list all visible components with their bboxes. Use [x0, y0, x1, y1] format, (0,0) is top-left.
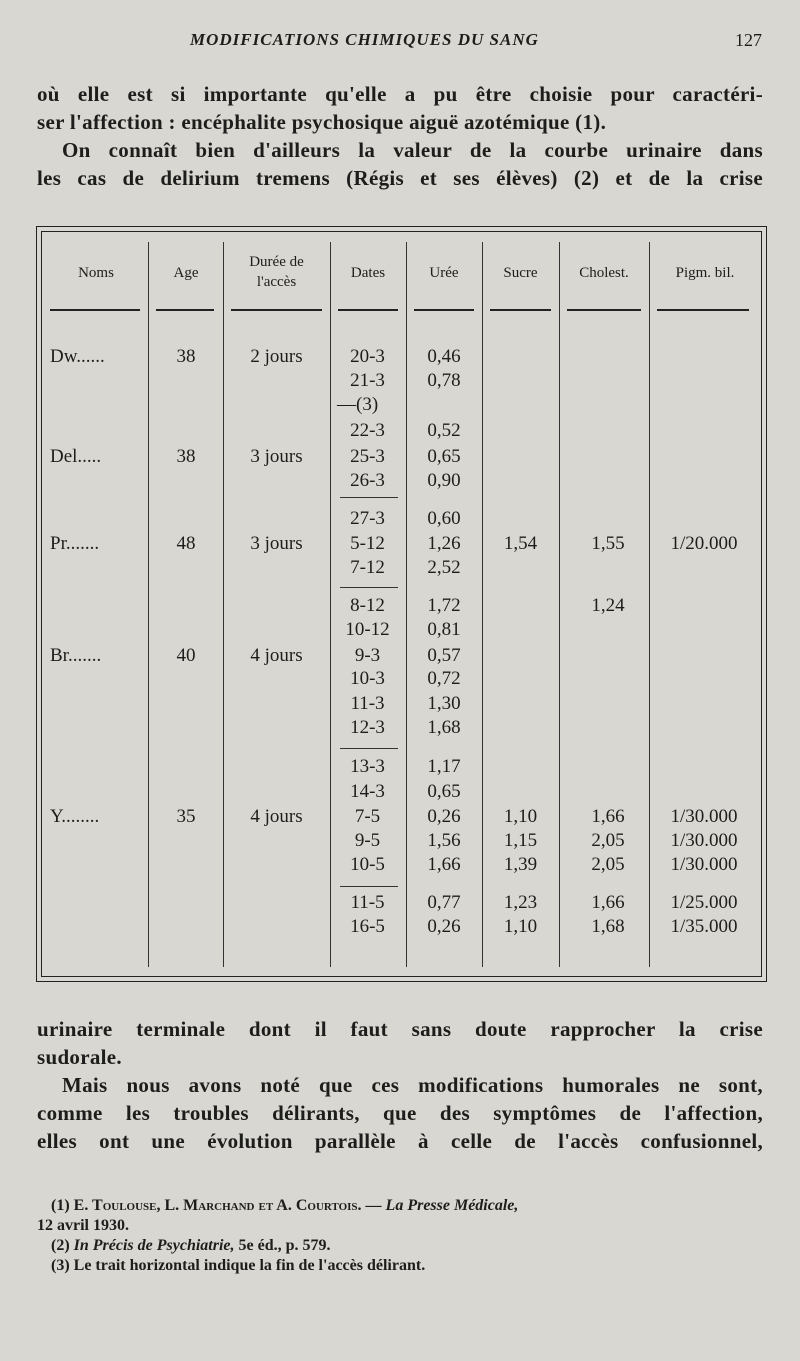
- outro-paragraph: [37, 1015, 763, 1155]
- cell-date: 22-3: [350, 420, 385, 441]
- cell-nom: Pr.......: [50, 533, 100, 554]
- cell-date: 14-3: [350, 781, 385, 802]
- running-title: MODIFICATIONS CHIMIQUES DU SANG: [190, 30, 539, 49]
- footnote-dash: —: [365, 1197, 382, 1214]
- cell-uree: 1,30: [427, 693, 461, 714]
- header-sucre: Sucre: [503, 265, 538, 281]
- text-line: ser l'affection : encéphalite psychosique aiguë azotémique (1).: [37, 110, 607, 134]
- cell-sucre: 1,10: [503, 806, 538, 827]
- cell-date: 12-3: [350, 717, 385, 738]
- cell-nom: Br.......: [50, 645, 102, 666]
- footnote-authors: E. Toulouse, L. Marchand et A. Courtois.: [73, 1197, 362, 1214]
- cell-uree: 2,52: [427, 557, 461, 578]
- cell-pigm: 1/30.000: [670, 806, 738, 827]
- column-divider: [148, 242, 149, 967]
- footnote-journal: La Presse Médicale,: [385, 1197, 519, 1214]
- cell-pigm: 1/30.000: [670, 830, 738, 851]
- text-line: comme les troubles délirants, que des symptômes de l'affection,: [37, 1101, 763, 1125]
- cell-cholest: 1,68: [591, 916, 625, 937]
- cell-sucre: 1,54: [503, 533, 538, 554]
- running-head: [0, 30, 800, 54]
- cell-duree: 4 jours: [250, 645, 303, 666]
- cell-date: 9-3: [354, 645, 381, 666]
- cell-uree: 0,60: [427, 508, 461, 529]
- header-uree: Urée: [429, 265, 459, 281]
- cell-sucre: 1,23: [503, 892, 538, 913]
- end-of-episode-line: [340, 886, 398, 887]
- footnote-number: (3): [51, 1257, 70, 1274]
- cell-cholest: 1,55: [591, 533, 625, 554]
- cell-nom: Y........: [50, 806, 100, 827]
- header-rule: [657, 309, 749, 311]
- header-duree-line1: Durée de: [249, 254, 304, 270]
- footnote-2: [37, 1236, 767, 1256]
- cell-uree: 0,26: [427, 916, 461, 937]
- cell-pigm: 1/20.000: [670, 533, 738, 554]
- cell-date: 7-12: [350, 557, 385, 578]
- cell-uree: 1,17: [427, 756, 461, 777]
- cell-pigm: 1/35.000: [670, 916, 738, 937]
- cell-cholest: 2,05: [591, 854, 625, 875]
- cell-date: 16-5: [350, 916, 385, 937]
- header-noms: Noms: [78, 265, 114, 281]
- cell-cholest: 1,66: [591, 806, 625, 827]
- text-line: où elle est si importante qu'elle a pu être choisie pour caractéri-: [37, 82, 763, 106]
- cell-nom: Del.....: [50, 446, 102, 467]
- cell-uree: 0,72: [427, 668, 461, 689]
- cell-date: 5-12: [350, 533, 385, 554]
- header-rule: [156, 309, 214, 311]
- footnote-1: [37, 1196, 767, 1216]
- cell-pigm: 1/30.000: [670, 854, 738, 875]
- cell-sucre: 1,10: [503, 916, 538, 937]
- cell-date: 9-5: [354, 830, 381, 851]
- footnote-3: [37, 1256, 767, 1276]
- header-rule: [231, 309, 322, 311]
- header-rule: [414, 309, 474, 311]
- column-divider: [330, 242, 331, 967]
- header-rule: [567, 309, 641, 311]
- footnote-marker: —(3): [337, 394, 379, 415]
- cell-age: 38: [176, 446, 196, 467]
- header-rule: [338, 309, 398, 311]
- cell-date: 10-5: [350, 854, 385, 875]
- cell-cholest: 1,24: [591, 595, 625, 616]
- footnote-number: (1): [51, 1197, 70, 1214]
- header-duree: [224, 252, 329, 292]
- text-line: elles ont une évolution parallèle à celle de l'accès confusionnel,: [37, 1129, 763, 1153]
- cell-date: 21-3: [350, 370, 385, 391]
- header-dates: Dates: [350, 265, 386, 281]
- cell-duree: 2 jours: [250, 346, 303, 367]
- cell-uree: 1,66: [427, 854, 461, 875]
- cell-age: 48: [176, 533, 196, 554]
- cell-uree: 0,90: [427, 470, 461, 491]
- text-line: les cas de delirium tremens (Régis et ses élèves) (2) et de la crise: [37, 166, 763, 190]
- cell-uree: 0,77: [427, 892, 461, 913]
- header-rule: [50, 309, 140, 311]
- cell-uree: 1,72: [427, 595, 461, 616]
- cell-uree: 0,57: [427, 645, 461, 666]
- cell-age: 40: [176, 645, 196, 666]
- cell-pigm: 1/25.000: [670, 892, 738, 913]
- cell-uree: 0,65: [427, 446, 461, 467]
- text-line: On connaît bien d'ailleurs la valeur de la courbe urinaire dans: [62, 138, 763, 162]
- cell-uree: 0,46: [427, 346, 461, 367]
- cell-date: 10-12: [345, 619, 390, 640]
- cell-date: 20-3: [350, 346, 385, 367]
- header-rule: [490, 309, 551, 311]
- header-age: Age: [173, 265, 199, 281]
- cell-date: 13-3: [350, 756, 385, 777]
- text-line: Mais nous avons noté que ces modifications humorales ne sont,: [62, 1073, 763, 1097]
- footnote-number: (2): [51, 1237, 70, 1254]
- page-number: 127: [735, 30, 762, 50]
- cell-sucre: 1,39: [503, 854, 538, 875]
- text-line: urinaire terminale dont il faut sans doute rapprocher la crise: [37, 1017, 763, 1041]
- cell-uree: 0,52: [427, 420, 461, 441]
- cell-age: 38: [176, 346, 196, 367]
- cell-uree: 1,56: [427, 830, 461, 851]
- footnotes: [37, 1196, 767, 1276]
- cell-date: 25-3: [350, 446, 385, 467]
- cell-cholest: 1,66: [591, 892, 625, 913]
- cell-uree: 0,26: [427, 806, 461, 827]
- header-duree-line2: l'accès: [256, 274, 297, 290]
- end-of-episode-line: [340, 748, 398, 749]
- cell-age: 35: [176, 806, 196, 827]
- cell-date: 11-5: [350, 892, 385, 913]
- cell-sucre: 1,15: [503, 830, 538, 851]
- cell-duree: 3 jours: [250, 446, 303, 467]
- cell-date: 10-3: [350, 668, 385, 689]
- intro-paragraph: [37, 80, 763, 192]
- cell-duree: 3 jours: [250, 533, 303, 554]
- end-of-episode-line: [340, 497, 398, 498]
- cell-uree: 0,81: [427, 619, 461, 640]
- end-of-episode-line: [340, 587, 398, 588]
- footnote-edition: 5e éd., p. 579.: [238, 1237, 331, 1254]
- footnote-text: Le trait horizontal indique la fin de l'accès délirant.: [73, 1257, 426, 1274]
- cell-uree: 0,78: [427, 370, 461, 391]
- cell-cholest: 2,05: [591, 830, 625, 851]
- cell-uree: 1,26: [427, 533, 461, 554]
- cell-date: 26-3: [350, 470, 385, 491]
- cell-date: 8-12: [350, 595, 385, 616]
- cell-nom: Dw......: [50, 346, 105, 367]
- cell-duree: 4 jours: [250, 806, 303, 827]
- cell-uree: 0,65: [427, 781, 461, 802]
- text-line: sudorale.: [37, 1045, 122, 1069]
- cell-date: 7-5: [354, 806, 381, 827]
- cell-date: 27-3: [350, 508, 385, 529]
- cell-uree: 1,68: [427, 717, 461, 738]
- header-cholest: Cholest.: [579, 265, 629, 281]
- header-pigm: Pigm. bil.: [675, 265, 735, 281]
- footnote-1-date: 12 avril 1930.: [37, 1217, 129, 1234]
- footnote-title: In Précis de Psychiatrie,: [73, 1237, 235, 1254]
- cell-date: 11-3: [350, 693, 385, 714]
